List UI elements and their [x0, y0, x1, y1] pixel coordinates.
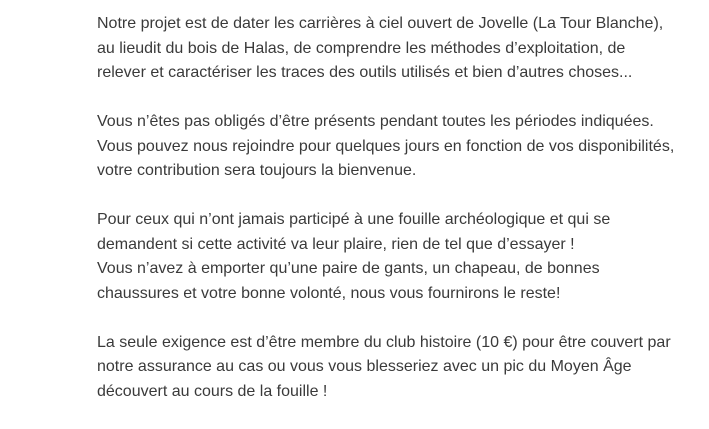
text-line: Pour ceux qui n’ont jamais participé à une fouille archéologique et qui se: [97, 211, 611, 228]
text-line: notre assurance au cas ou vous vous blesseriez avec un pic du Moyen Âge: [97, 358, 632, 375]
text-line: Vous n’avez à emporter qu’une paire de gants, un chapeau, de bonnes: [97, 260, 600, 277]
text-line: chaussures et votre bonne volonté, nous vous fournirons le reste!: [97, 284, 561, 302]
paragraph-project: [97, 12, 697, 86]
article-body: [97, 12, 697, 429]
text-line: Notre projet est de dater les carrières à ciel ouvert de Jovelle (La Tour Blanche),: [97, 15, 664, 32]
text-line: relever et caractériser les traces des outils utilisés et bien d’autres choses...: [97, 64, 633, 81]
text-line: Vous pouvez nous rejoindre pour quelques jours en fonction de vos disponibilités,: [97, 137, 675, 155]
text-line: votre contribution sera toujours la bienvenue.: [97, 162, 417, 179]
text-line: découvert au cours de la fouille !: [97, 382, 328, 400]
text-line: La seule exigence est d’être membre du club histoire (10 €) pour être couvert par: [97, 333, 671, 351]
text-line: Vous n’êtes pas obligés d’être présents pendant toutes les périodes indiquées.: [97, 113, 654, 130]
paragraph-requirement: [97, 331, 697, 405]
paragraph-attendance: [97, 110, 697, 184]
text-line: au lieudit du bois de Halas, de comprendre les méthodes d’exploitation, de: [97, 39, 626, 57]
text-line: demandent si cette activité va leur plaire, rien de tel que d’essayer !: [97, 235, 575, 253]
paragraph-newcomers: [97, 208, 697, 306]
